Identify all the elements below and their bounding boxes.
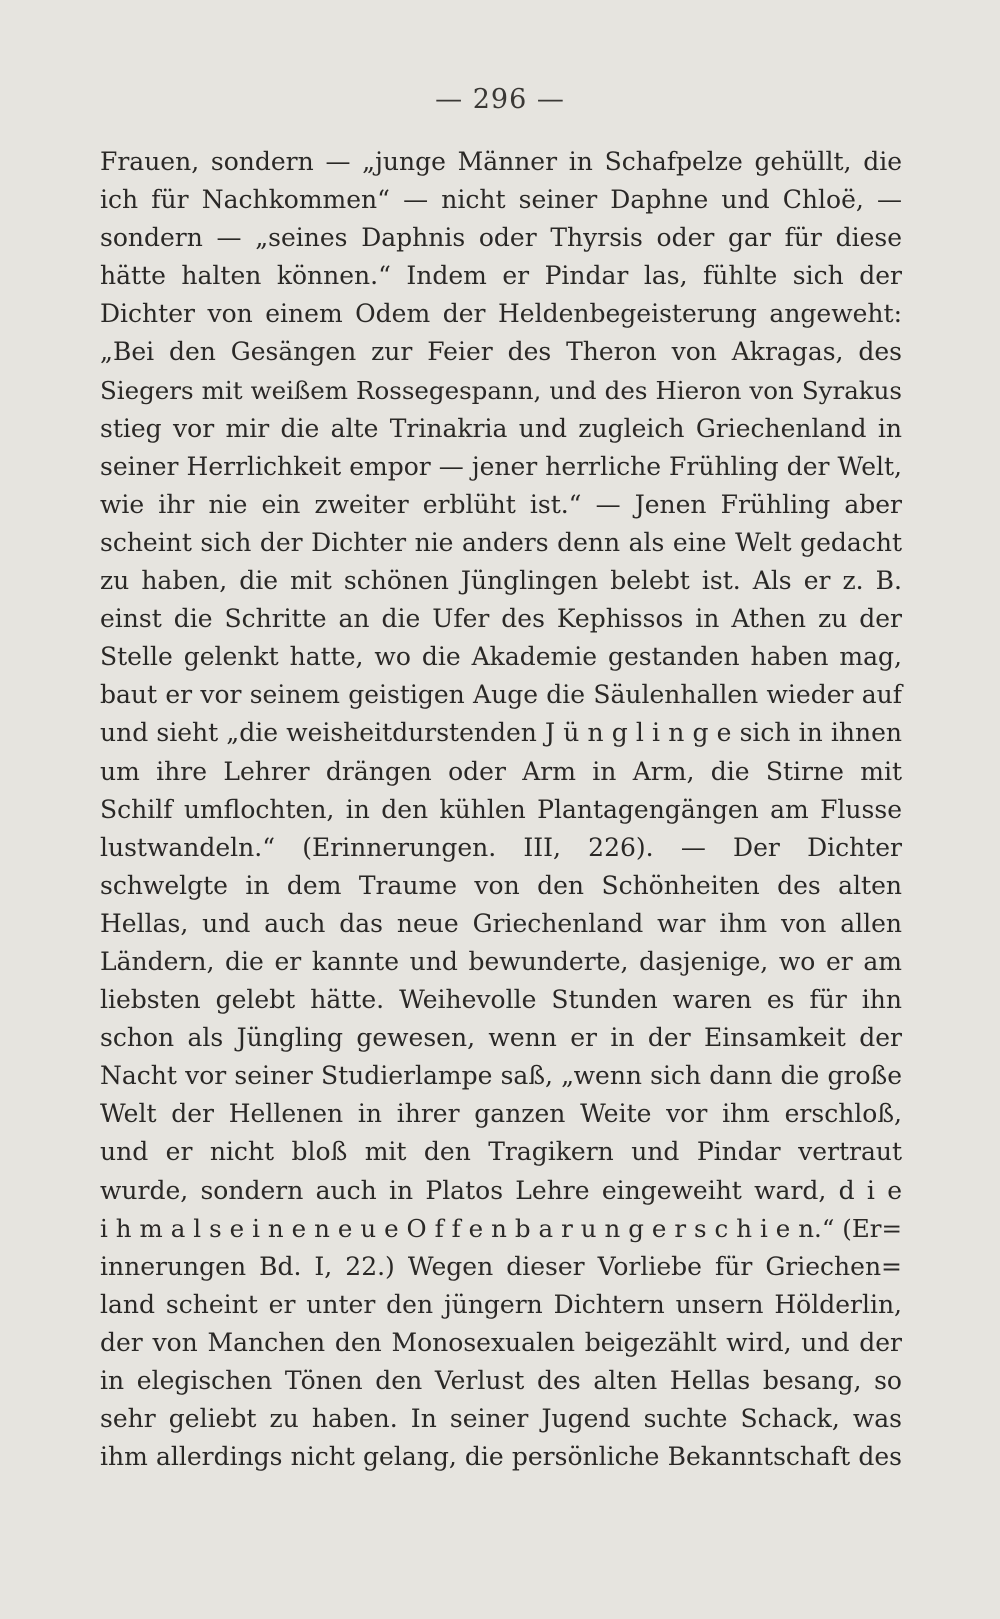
text-line: Welt der Hellenen in ihrer ganzen Weite vor ihm erschloß, <box>100 1099 902 1129</box>
text-line: seiner Herrlichkeit empor — jener herrliche Frühling der Welt, <box>100 451 902 481</box>
text-line: wurde, sondern auch in Platos Lehre eingeweiht ward, d i e <box>100 1175 902 1205</box>
text-line: Hellas, und auch das neue Griechenland war ihm von allen <box>100 908 902 938</box>
text-line: Dichter von einem Odem der Heldenbegeisterung angeweht: <box>100 299 902 329</box>
text-line: ihm allerdings nicht gelang, die persönliche Bekanntschaft des <box>100 1442 902 1472</box>
text-line: und er nicht bloß mit den Tragikern und Pindar vertraut <box>100 1137 902 1167</box>
text-line: i h m a l s e i n e n e u e O f f e n b a r u n g e r s c h i e n.“ (Er= <box>100 1213 902 1243</box>
text-line: stieg vor mir die alte Trinakria und zugleich Griechenland in <box>100 413 902 443</box>
text-line: Siegers mit weißem Rossegespann, und des Hieron von Syrakus <box>100 375 902 405</box>
text-line: ich für Nachkommen“ — nicht seiner Daphne und Chloë, — <box>100 185 902 215</box>
text-line: Frauen, sondern — „junge Männer in Schafpelze gehüllt, die <box>100 147 902 176</box>
text-line: scheint sich der Dichter nie anders denn als eine Welt gedacht <box>100 527 902 557</box>
text-line: lustwandeln.“ (Erinnerungen. III, 226). — Der Dichter <box>100 832 902 862</box>
text-line: innerungen Bd. I, 22.) Wegen dieser Vorliebe für Griechen= <box>100 1251 902 1281</box>
text-line: liebsten gelebt hätte. Weihevolle Stunden waren es für ihn <box>100 985 902 1015</box>
text-line: sondern — „seines Daphnis oder Thyrsis oder gar für diese <box>100 223 902 253</box>
text-line: baut er vor seinem geistigen Auge die Säulenhallen wieder auf <box>100 680 902 710</box>
text-line: und sieht „die weisheitdurstenden J ü n g l i n g e sich in ihnen <box>100 718 902 748</box>
text-line: zu haben, die mit schönen Jünglingen belebt ist. Als er z. B. <box>100 566 902 596</box>
body-text <box>100 143 902 1476</box>
text-line: „Bei den Gesängen zur Feier des Theron von Akragas, des <box>100 337 902 367</box>
text-line: Nacht vor seiner Studierlampe saß, „wenn sich dann die große <box>100 1061 902 1091</box>
text-line: hätte halten können.“ Indem er Pindar las, fühlte sich der <box>100 261 902 291</box>
page-number: — 296 — <box>435 84 565 115</box>
text-line: in elegischen Tönen den Verlust des alten Hellas besang, so <box>100 1366 902 1395</box>
text-line: einst die Schritte an die Ufer des Kephissos in Athen zu der <box>100 604 902 634</box>
text-line: Ländern, die er kannte und bewunderte, dasjenige, wo er am <box>100 946 902 976</box>
text-line: schon als Jüngling gewesen, wenn er in der Einsamkeit der <box>100 1023 902 1053</box>
text-line: Stelle gelenkt hatte, wo die Akademie gestanden haben mag, <box>100 642 902 672</box>
text-line: wie ihr nie ein zweiter erblüht ist.“ — Jenen Frühling aber <box>100 489 902 519</box>
text-line: sehr geliebt zu haben. In seiner Jugend suchte Schack, was <box>100 1404 902 1434</box>
text-line: der von Manchen den Monosexualen beigezählt wird, und der <box>100 1327 902 1357</box>
text-line: Schilf umflochten, in den kühlen Plantagengängen am Flusse <box>100 794 902 824</box>
text-line: land scheint er unter den jüngern Dichtern unsern Hölderlin, <box>100 1289 902 1319</box>
text-line: um ihre Lehrer drängen oder Arm in Arm, die Stirne mit <box>100 756 902 786</box>
text-line: schwelgte in dem Traume von den Schönheiten des alten <box>100 870 902 900</box>
